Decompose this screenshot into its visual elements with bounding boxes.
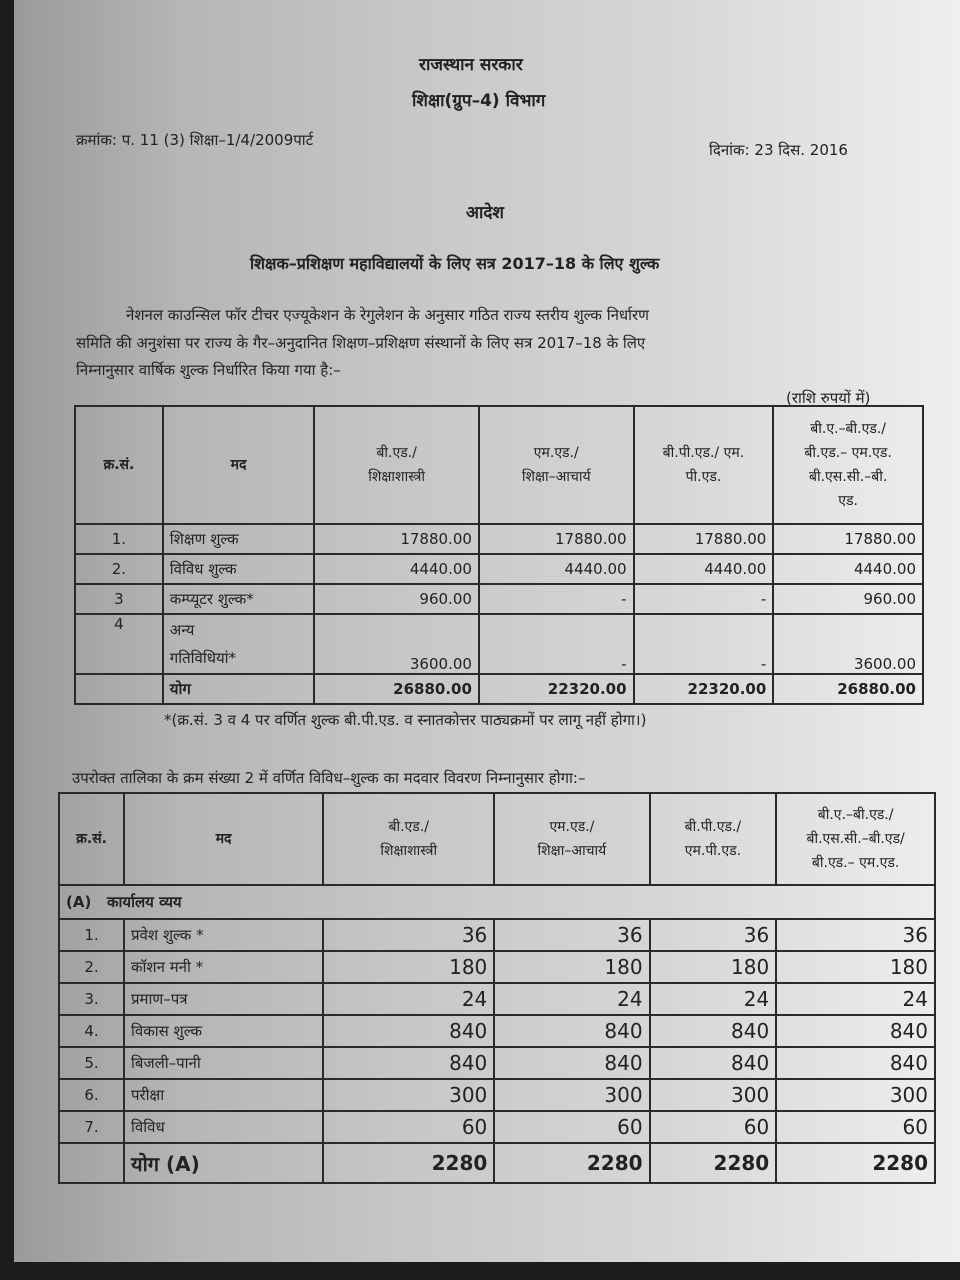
- table-row: [59, 919, 935, 951]
- row-value: 300: [650, 1079, 777, 1111]
- row-serial: 3.: [59, 983, 124, 1015]
- row-value: 180: [650, 951, 777, 983]
- table-row: [59, 1015, 935, 1047]
- row-value: 60: [323, 1111, 494, 1143]
- row-value: 60: [776, 1111, 935, 1143]
- row-value: 960.00: [773, 584, 923, 614]
- row-serial: 2.: [75, 554, 163, 584]
- row-value: -: [479, 614, 634, 674]
- row-value: 840: [323, 1047, 494, 1079]
- row-value: 24: [494, 983, 649, 1015]
- total-value: 26880.00: [773, 674, 923, 704]
- header-serial: क्र.सं.: [75, 406, 163, 524]
- total-label: योग (A): [124, 1143, 323, 1183]
- reference-number: क्रमांक: प. 11 (3) शिक्षा–1/4/2009पार्ट: [76, 131, 314, 149]
- order-title: आदेश: [466, 203, 504, 223]
- intro-line-3: निम्नानुसार वार्षिक शुल्क निर्धारित किया गया है:–: [76, 361, 341, 379]
- row-value: 840: [494, 1047, 649, 1079]
- department-heading: शिक्षा(ग्रुप–4) विभाग: [412, 91, 546, 111]
- government-heading: राजस्थान सरकार: [419, 55, 523, 75]
- row-item: प्रवेश शुल्क *: [124, 919, 323, 951]
- row-value: 300: [776, 1079, 935, 1111]
- header-bped: बी.पी.एड./ एम.पी.एड.: [650, 793, 777, 885]
- row-item: प्रमाण–पत्र: [124, 983, 323, 1015]
- table-row: [75, 614, 923, 674]
- row-value: 24: [776, 983, 935, 1015]
- row-value: -: [634, 584, 774, 614]
- total-value: 22320.00: [634, 674, 774, 704]
- subject-line: शिक्षक–प्रशिक्षण महाविद्यालयों के लिए सत्र 2017–18 के लिए शुल्क: [250, 254, 660, 273]
- row-item: कॉशन मनी *: [124, 951, 323, 983]
- breakdown-intro: उपरोक्त तालिका के क्रम संख्या 2 में वर्णित विविध–शुल्क का मदवार विवरण निम्नानुसार होगा:–: [72, 769, 586, 787]
- row-serial: 1.: [59, 919, 124, 951]
- table-row: [59, 983, 935, 1015]
- amount-unit-note: (राशि रुपयों में): [786, 389, 871, 407]
- header-med: एम.एड./ शिक्षा–आचार्य: [494, 793, 649, 885]
- row-value: 180: [776, 951, 935, 983]
- total-label: योग: [163, 674, 315, 704]
- row-item: कम्प्यूटर शुल्क*: [163, 584, 315, 614]
- row-value: 840: [494, 1015, 649, 1047]
- total-value: 2280: [323, 1143, 494, 1183]
- row-value: 3600.00: [773, 614, 923, 674]
- header-serial: क्र.सं.: [59, 793, 124, 885]
- table-footnote: *(क्र.सं. 3 व 4 पर वर्णित शुल्क बी.पी.एड. व स्नातकोत्तर पाठ्यक्रमों पर लागू नहीं होगा।): [164, 711, 647, 729]
- header-integrated: बी.ए.–बी.एड./ बी.एड.– एम.एड. बी.एस.सी.–बी. एड.: [773, 406, 923, 524]
- header-integrated: बी.ए.–बी.एड./ बी.एस.सी.–बी.एड/ बी.एड.– एम.एड.: [776, 793, 935, 885]
- total-serial: [59, 1143, 124, 1183]
- row-item: अन्य गतिविधियां*: [163, 614, 315, 674]
- fee-table: [74, 405, 924, 705]
- row-serial: 7.: [59, 1111, 124, 1143]
- row-value: 840: [650, 1015, 777, 1047]
- row-value: 60: [650, 1111, 777, 1143]
- header-med: एम.एड./ शिक्षा–आचार्य: [479, 406, 634, 524]
- table-row: [59, 1047, 935, 1079]
- row-value: 300: [323, 1079, 494, 1111]
- row-value: 840: [776, 1047, 935, 1079]
- order-date: दिनांक: 23 दिस. 2016: [709, 141, 848, 159]
- row-value: 180: [323, 951, 494, 983]
- row-serial: 6.: [59, 1079, 124, 1111]
- table-row: [59, 1079, 935, 1111]
- row-value: 840: [650, 1047, 777, 1079]
- total-value: 2280: [494, 1143, 649, 1183]
- table-row: [75, 584, 923, 614]
- fee-table-header: [75, 406, 923, 524]
- total-value: 26880.00: [314, 674, 479, 704]
- row-value: 24: [323, 983, 494, 1015]
- row-serial: 2.: [59, 951, 124, 983]
- row-value: 4440.00: [479, 554, 634, 584]
- header-bped: बी.पी.एड./ एम. पी.एड.: [634, 406, 774, 524]
- row-value: 4440.00: [634, 554, 774, 584]
- total-value: 2280: [650, 1143, 777, 1183]
- row-serial: 4: [75, 614, 163, 674]
- row-serial: 4.: [59, 1015, 124, 1047]
- row-serial: 5.: [59, 1047, 124, 1079]
- row-value: -: [479, 584, 634, 614]
- row-value: 24: [650, 983, 777, 1015]
- document-page: [14, 0, 960, 1262]
- row-value: 4440.00: [314, 554, 479, 584]
- table-row: [75, 524, 923, 554]
- row-item: बिजली–पानी: [124, 1047, 323, 1079]
- row-value: 36: [323, 919, 494, 951]
- total-value: 2280: [776, 1143, 935, 1183]
- header-bed: बी.एड./ शिक्षाशास्त्री: [323, 793, 494, 885]
- table-row: [59, 951, 935, 983]
- row-value: 17880.00: [314, 524, 479, 554]
- table-row: [75, 554, 923, 584]
- row-value: 60: [494, 1111, 649, 1143]
- row-value: 17880.00: [479, 524, 634, 554]
- row-value: -: [634, 614, 774, 674]
- row-item: विविध शुल्क: [163, 554, 315, 584]
- row-value: 36: [650, 919, 777, 951]
- row-value: 36: [776, 919, 935, 951]
- row-value: 36: [494, 919, 649, 951]
- total-row: [75, 674, 923, 704]
- row-value: 960.00: [314, 584, 479, 614]
- header-item: मद: [163, 406, 315, 524]
- row-value: 180: [494, 951, 649, 983]
- table-row: [59, 1111, 935, 1143]
- misc-fee-breakdown-table: [58, 792, 936, 1184]
- row-serial: 1.: [75, 524, 163, 554]
- row-item: परीक्षा: [124, 1079, 323, 1111]
- row-value: 840: [776, 1015, 935, 1047]
- total-value: 22320.00: [479, 674, 634, 704]
- row-value: 840: [323, 1015, 494, 1047]
- row-item: विकास शुल्क: [124, 1015, 323, 1047]
- row-item: शिक्षण शुल्क: [163, 524, 315, 554]
- header-bed: बी.एड./ शिक्षाशास्त्री: [314, 406, 479, 524]
- row-value: 300: [494, 1079, 649, 1111]
- total-serial: [75, 674, 163, 704]
- section-row: [59, 885, 935, 919]
- breakdown-table-header: [59, 793, 935, 885]
- section-heading: (A) कार्यालय व्यय: [59, 885, 935, 919]
- row-value: 4440.00: [773, 554, 923, 584]
- row-serial: 3: [75, 584, 163, 614]
- row-value: 17880.00: [773, 524, 923, 554]
- header-item: मद: [124, 793, 323, 885]
- row-value: 3600.00: [314, 614, 479, 674]
- row-value: 17880.00: [634, 524, 774, 554]
- intro-line-1: नेशनल काउन्सिल फॉर टीचर एज्यूकेशन के रेगुलेशन के अनुसार गठित राज्य स्तरीय शुल्क निर्धारण: [126, 306, 650, 324]
- row-item: विविध: [124, 1111, 323, 1143]
- intro-line-2: समिति की अनुशंसा पर राज्य के गैर–अनुदानित शिक्षण–प्रशिक्षण संस्थानों के लिए सत्र 2017–18 के लिए: [76, 334, 646, 352]
- total-row: [59, 1143, 935, 1183]
